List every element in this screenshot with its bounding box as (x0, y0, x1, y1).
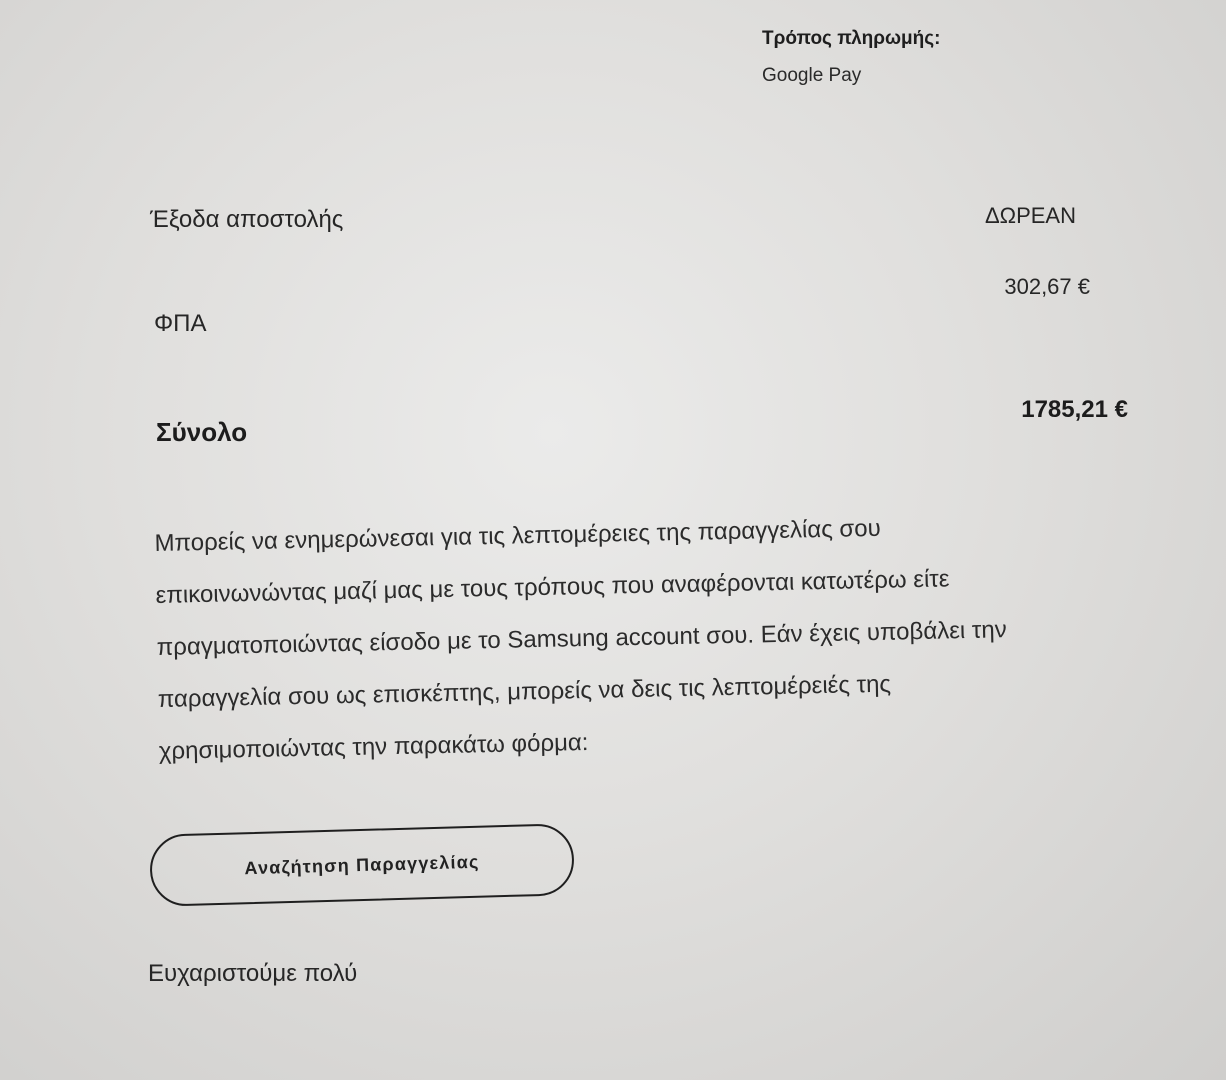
total-label: Σύνολο (156, 417, 248, 447)
search-order-button[interactable]: Αναζήτηση Παραγγελίας (149, 823, 575, 907)
info-line: πραγματοποιώντας είσοδο με το Samsung account σου. Εάν έχεις υποβάλει την (156, 616, 1007, 661)
payment-method-label: Τρόπος πληρωμής: (762, 28, 941, 49)
shipping-cost-label: Έξοδα αποστολής (150, 206, 344, 233)
vat-value: 302,67 € (1004, 274, 1090, 299)
info-line: Μπορείς να ενημερώνεσαι για τις λεπτομέρειες της παραγγελίας σου (154, 514, 881, 557)
shipping-cost-value: ΔΩΡΕΑΝ (984, 203, 1076, 228)
payment-method-value: Google Pay (762, 65, 862, 86)
total-value: 1785,21 € (1021, 396, 1128, 423)
vat-label: ΦΠΑ (154, 310, 207, 337)
thanks-message: Ευχαριστούμε πολύ (148, 960, 358, 987)
info-line: παραγγελία σου ως επισκέπτης, μπορείς να δεις τις λεπτομέρειές της (157, 670, 892, 713)
order-info-paragraph (154, 498, 1119, 778)
info-line: επικοινωνώντας μαζί μας με τους τρόπους που αναφέρονται κατωτέρω είτε (155, 565, 950, 609)
info-line: χρησιμοποιώντας την παρακάτω φόρμα: (158, 728, 589, 765)
